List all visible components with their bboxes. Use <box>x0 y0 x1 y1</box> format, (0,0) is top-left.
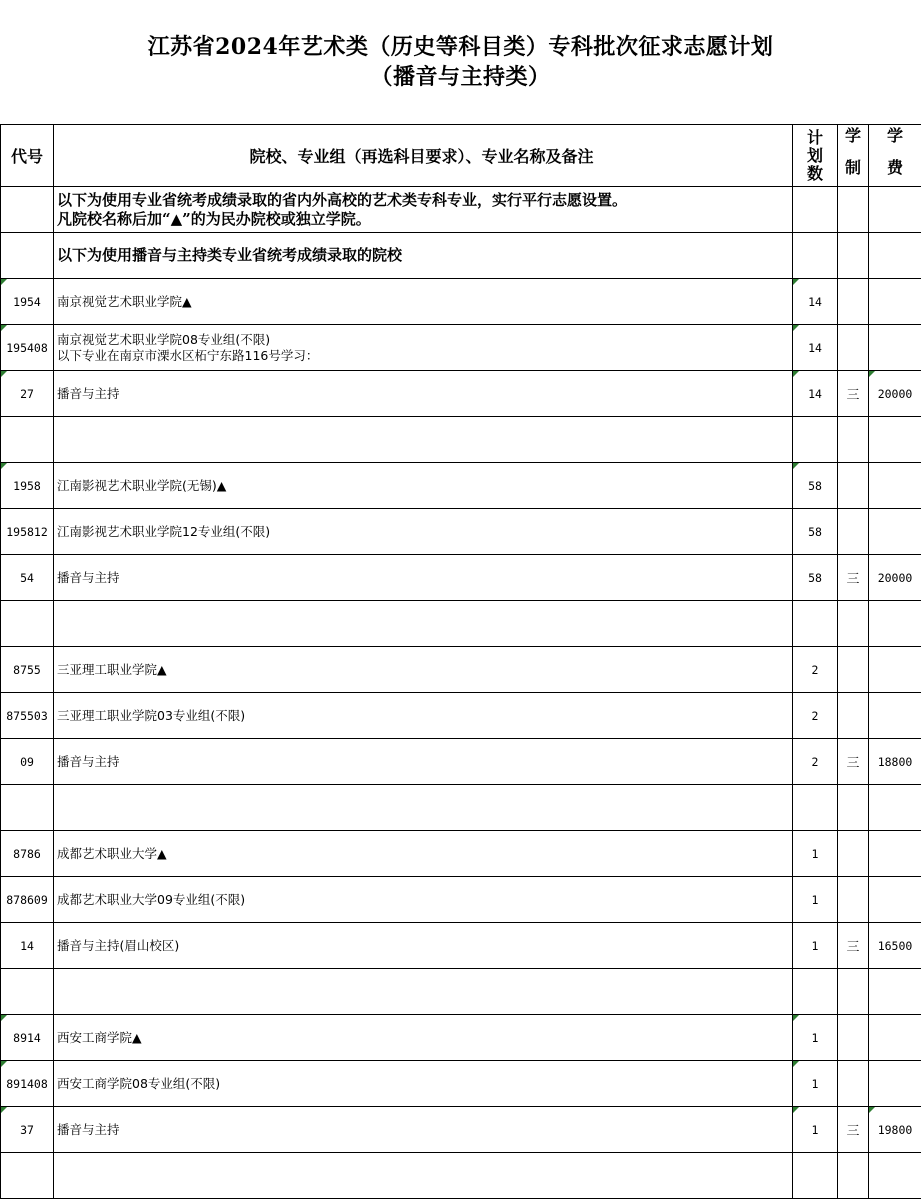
code-cell-text: 8914 <box>13 1030 41 1045</box>
code-cell-text: 195408 <box>6 340 48 355</box>
code-cell-text: 875503 <box>6 708 48 723</box>
name-cell <box>54 923 793 969</box>
document-title <box>0 32 921 92</box>
error-indicator-icon <box>1 1061 7 1067</box>
table-row <box>1 739 921 785</box>
name-cell-text: 南京视觉艺术职业学院▲ <box>57 293 192 309</box>
years-cell-text: 三 <box>846 1124 860 1139</box>
name-cell-text: 西安工商学院08专业组(不限) <box>57 1075 221 1091</box>
plan-cell <box>793 1015 838 1061</box>
plan-cell <box>793 371 838 417</box>
name-cell <box>54 371 793 417</box>
header-plan-char: 划 <box>806 145 823 165</box>
code-cell-text: 8786 <box>13 846 41 861</box>
fee-cell <box>869 923 921 969</box>
table-row <box>1 555 921 601</box>
years-cell <box>838 601 869 647</box>
empty-cell <box>793 187 838 233</box>
table-row <box>1 1015 921 1061</box>
error-indicator-icon <box>869 371 875 377</box>
header-years-char: 学 <box>844 126 861 145</box>
plan-cell-text: 1 <box>811 1076 819 1091</box>
name-cell <box>54 785 793 831</box>
plan-cell <box>793 831 838 877</box>
code-cell-text: 1954 <box>13 294 41 309</box>
note-line: 以下为使用专业省统考成绩录取的省内外高校的艺术类专科专业，实行平行志愿设置。 <box>57 190 628 209</box>
years-cell <box>838 463 869 509</box>
years-cell <box>838 1015 869 1061</box>
note-line: 凡院校名称后加“▲”的为民办院校或独立学院。 <box>57 209 371 228</box>
header-fee-char: 费 <box>886 158 903 177</box>
code-cell <box>1 371 54 417</box>
plan-cell <box>793 923 838 969</box>
years-cell <box>838 923 869 969</box>
table-row <box>1 1107 921 1153</box>
title-line-1: 江苏省2024年艺术类（历史等科目类）专科批次征求志愿计划 <box>147 34 774 60</box>
empty-cell <box>793 233 838 279</box>
fee-cell <box>869 509 921 555</box>
name-cell-text: 三亚理工职业学院03专业组(不限) <box>57 707 246 723</box>
table-header-row <box>1 125 921 187</box>
plan-cell-text: 1 <box>811 938 819 953</box>
note-text <box>54 187 793 233</box>
years-cell <box>838 1061 869 1107</box>
name-cell <box>54 693 793 739</box>
plan-cell-text: 2 <box>811 662 819 677</box>
name-cell-text: 江南影视艺术职业学院12专业组(不限) <box>57 523 271 539</box>
table-row <box>1 923 921 969</box>
years-cell <box>838 831 869 877</box>
fee-cell <box>869 325 921 371</box>
plan-cell <box>793 693 838 739</box>
plan-cell <box>793 417 838 463</box>
error-indicator-icon <box>793 463 799 469</box>
note-text <box>54 233 793 279</box>
fee-cell-text: 18800 <box>877 754 913 769</box>
code-cell-text: 27 <box>20 386 34 401</box>
table-row <box>1 693 921 739</box>
fee-cell <box>869 877 921 923</box>
table-row <box>1 279 921 325</box>
name-cell <box>54 555 793 601</box>
years-cell <box>838 785 869 831</box>
plan-cell-text: 58 <box>808 478 822 493</box>
fee-cell <box>869 1015 921 1061</box>
plan-cell <box>793 555 838 601</box>
title-line-2: （播音与主持类） <box>370 64 551 90</box>
code-cell <box>1 923 54 969</box>
error-indicator-icon <box>1 279 7 285</box>
plan-cell-text: 58 <box>808 570 822 585</box>
code-cell <box>1 279 54 325</box>
name-cell-text: 西安工商学院▲ <box>57 1029 142 1045</box>
fee-cell <box>869 1061 921 1107</box>
plan-cell <box>793 785 838 831</box>
fee-cell <box>869 785 921 831</box>
plan-cell-text: 1 <box>811 892 819 907</box>
empty-cell <box>869 233 921 279</box>
table-row <box>1 647 921 693</box>
fee-cell <box>869 555 921 601</box>
years-cell <box>838 693 869 739</box>
code-cell <box>1 785 54 831</box>
fee-cell <box>869 831 921 877</box>
note-code-cell <box>1 233 54 279</box>
code-cell-text: 37 <box>20 1122 34 1137</box>
table-row <box>1 1061 921 1107</box>
plan-cell <box>793 647 838 693</box>
header-code: 代号 <box>1 125 54 187</box>
plan-cell-text: 2 <box>811 708 819 723</box>
years-cell-text: 三 <box>846 940 860 955</box>
code-cell-text: 8755 <box>13 662 41 677</box>
table-row <box>1 463 921 509</box>
code-cell-text: 195812 <box>6 524 48 539</box>
table-row <box>1 969 921 1015</box>
note-row <box>1 233 921 279</box>
code-cell <box>1 463 54 509</box>
fee-cell <box>869 1153 921 1199</box>
name-cell-text: 南京视觉艺术职业学院08专业组(不限) <box>57 331 271 347</box>
plan-cell-text: 14 <box>808 294 822 309</box>
years-cell <box>838 877 869 923</box>
header-plan-char: 计 <box>806 127 823 147</box>
error-indicator-icon <box>793 325 799 331</box>
name-cell <box>54 463 793 509</box>
header-years <box>838 125 869 187</box>
table-row <box>1 417 921 463</box>
table-row <box>1 325 921 371</box>
plan-cell-text: 58 <box>808 524 822 539</box>
fee-cell-text: 19800 <box>877 1122 913 1137</box>
code-cell <box>1 647 54 693</box>
fee-cell <box>869 969 921 1015</box>
code-cell-text: 1958 <box>13 478 41 493</box>
years-cell <box>838 1107 869 1153</box>
plan-cell-text: 1 <box>811 1122 819 1137</box>
name-cell-text: 三亚理工职业学院▲ <box>57 661 167 677</box>
table-row <box>1 601 921 647</box>
error-indicator-icon <box>793 1015 799 1021</box>
error-indicator-icon <box>1 1107 7 1113</box>
code-cell <box>1 739 54 785</box>
code-cell-text: 14 <box>20 938 34 953</box>
error-indicator-icon <box>793 1107 799 1113</box>
error-indicator-icon <box>793 1061 799 1067</box>
years-cell <box>838 417 869 463</box>
fee-cell <box>869 463 921 509</box>
plan-cell <box>793 969 838 1015</box>
error-indicator-icon <box>1 325 7 331</box>
name-cell-note: 以下专业在南京市溧水区柘宁东路116号学习： <box>57 347 319 363</box>
code-cell-text: 54 <box>20 570 34 585</box>
name-cell <box>54 1015 793 1061</box>
error-indicator-icon <box>793 371 799 377</box>
years-cell <box>838 739 869 785</box>
name-cell <box>54 969 793 1015</box>
table-row <box>1 371 921 417</box>
name-cell-text: 播音与主持 <box>57 385 120 401</box>
code-cell-text: 09 <box>20 754 34 769</box>
name-cell <box>54 279 793 325</box>
name-cell <box>54 601 793 647</box>
fee-cell <box>869 279 921 325</box>
years-cell-text: 三 <box>846 572 860 587</box>
empty-cell <box>838 233 869 279</box>
name-cell-text: 江南影视艺术职业学院(无锡)▲ <box>57 477 227 493</box>
name-cell <box>54 877 793 923</box>
name-cell-text: 播音与主持(眉山校区) <box>57 937 180 953</box>
years-cell <box>838 555 869 601</box>
name-cell <box>54 1061 793 1107</box>
years-cell-text: 三 <box>846 756 860 771</box>
name-cell-text: 播音与主持 <box>57 569 120 585</box>
years-cell <box>838 509 869 555</box>
table-row <box>1 509 921 555</box>
error-indicator-icon <box>793 279 799 285</box>
plan-cell <box>793 509 838 555</box>
name-cell <box>54 325 793 371</box>
code-cell-text: 878609 <box>6 892 48 907</box>
plan-cell-text: 14 <box>808 340 822 355</box>
header-plan <box>793 125 838 187</box>
plan-table <box>0 124 921 1199</box>
code-cell <box>1 693 54 739</box>
plan-cell-text: 14 <box>808 386 822 401</box>
fee-cell <box>869 693 921 739</box>
years-cell <box>838 325 869 371</box>
plan-cell <box>793 877 838 923</box>
years-cell <box>838 969 869 1015</box>
fee-cell <box>869 647 921 693</box>
code-cell <box>1 1153 54 1199</box>
fee-cell <box>869 1107 921 1153</box>
name-cell <box>54 1153 793 1199</box>
empty-cell <box>869 187 921 233</box>
name-cell-text: 成都艺术职业大学09专业组(不限) <box>57 891 246 907</box>
code-cell <box>1 877 54 923</box>
table-row <box>1 785 921 831</box>
empty-cell <box>838 187 869 233</box>
code-cell <box>1 601 54 647</box>
note-code-cell <box>1 187 54 233</box>
code-cell <box>1 325 54 371</box>
plan-cell <box>793 463 838 509</box>
years-cell <box>838 647 869 693</box>
fee-cell-text: 20000 <box>877 570 913 585</box>
years-cell <box>838 371 869 417</box>
fee-cell <box>869 371 921 417</box>
code-cell <box>1 1061 54 1107</box>
code-cell <box>1 509 54 555</box>
name-cell-text: 播音与主持 <box>57 1121 120 1137</box>
code-cell <box>1 969 54 1015</box>
note-row <box>1 187 921 233</box>
code-cell <box>1 831 54 877</box>
error-indicator-icon <box>1 463 7 469</box>
table-row <box>1 877 921 923</box>
plan-cell <box>793 601 838 647</box>
name-cell-text: 播音与主持 <box>57 753 120 769</box>
header-fee <box>869 125 921 187</box>
plan-cell-text: 1 <box>811 1030 819 1045</box>
table-row <box>1 831 921 877</box>
header-name: 院校、专业组（再选科目要求）、专业名称及备注 <box>54 125 793 187</box>
code-cell <box>1 1015 54 1061</box>
error-indicator-icon <box>1 1015 7 1021</box>
header-fee-char: 学 <box>886 126 903 145</box>
table-row <box>1 1153 921 1199</box>
error-indicator-icon <box>869 1107 875 1113</box>
plan-cell-text: 1 <box>811 846 819 861</box>
plan-cell <box>793 739 838 785</box>
fee-cell <box>869 739 921 785</box>
fee-cell-text: 20000 <box>877 386 913 401</box>
fee-cell-text: 16500 <box>877 938 913 953</box>
code-cell <box>1 417 54 463</box>
error-indicator-icon <box>1 371 7 377</box>
name-cell <box>54 509 793 555</box>
years-cell <box>838 279 869 325</box>
plan-cell <box>793 1107 838 1153</box>
note-line: 以下为使用播音与主持类专业省统考成绩录取的院校 <box>57 246 403 264</box>
name-cell <box>54 831 793 877</box>
plan-cell <box>793 1153 838 1199</box>
plan-cell <box>793 279 838 325</box>
plan-cell <box>793 1061 838 1107</box>
plan-cell <box>793 325 838 371</box>
name-cell <box>54 417 793 463</box>
name-cell-text: 成都艺术职业大学▲ <box>57 845 167 861</box>
fee-cell <box>869 601 921 647</box>
name-cell <box>54 1107 793 1153</box>
header-years-char: 制 <box>844 158 861 177</box>
years-cell-text: 三 <box>846 388 860 403</box>
code-cell <box>1 555 54 601</box>
plan-cell-text: 2 <box>811 754 819 769</box>
name-cell <box>54 739 793 785</box>
header-plan-char: 数 <box>806 163 823 183</box>
years-cell <box>838 1153 869 1199</box>
name-cell <box>54 647 793 693</box>
code-cell <box>1 1107 54 1153</box>
fee-cell <box>869 417 921 463</box>
code-cell-text: 891408 <box>6 1076 48 1091</box>
